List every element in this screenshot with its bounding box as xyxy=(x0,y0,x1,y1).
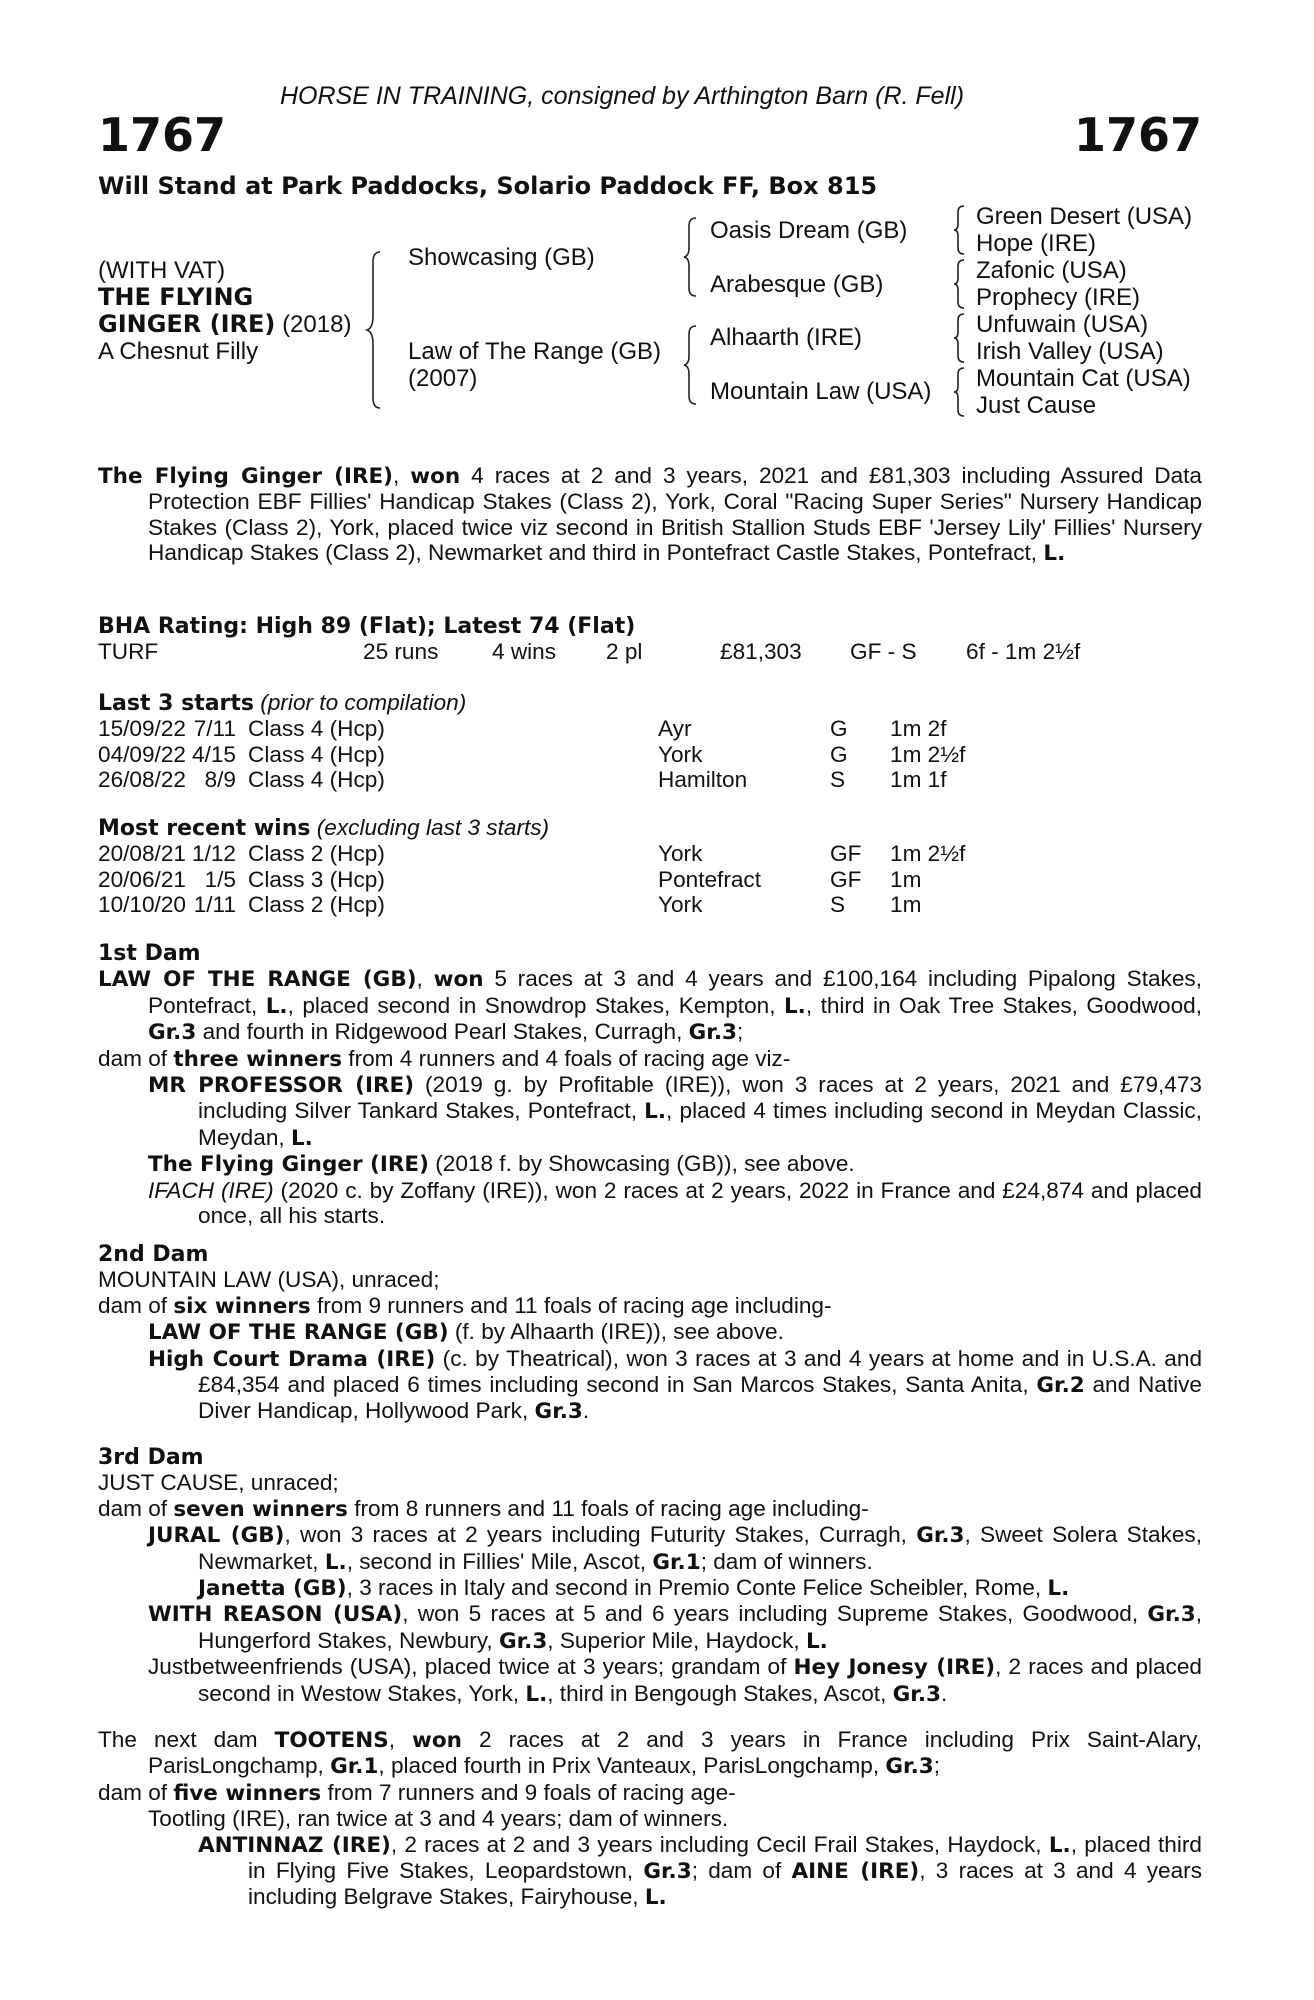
result-cls: Class 3 (Hcp) xyxy=(248,866,385,892)
second-dam: 2nd Dam MOUNTAIN LAW (USA), unraced; dam of six winners from 9 runners and 11 foals of racing age including- LAW OF THE RANGE (GB) (f. by Alhaarth (IRE)), see above. High Court Drama (IRE) (c. by Theatrical), won 3 races at 3 and 4 years at home and in U.S.A. and £84,354 and placed 6 times including second in San Marcos Stakes, Santa Anita, Gr.2 and Native Diver Handicap, Hollywood Park, Gr.3. xyxy=(98,1242,1203,1425)
pedigree-bracket-3 xyxy=(686,324,702,406)
result-cls: Class 2 (Hcp) xyxy=(248,892,385,918)
ddd: Just Cause xyxy=(976,392,1097,419)
dss: Unfuwain (USA) xyxy=(976,311,1149,338)
pedigree-bracket-2 xyxy=(686,216,702,298)
result-cls: Class 4 (Hcp) xyxy=(248,741,385,767)
pedigree-bracket-6 xyxy=(955,312,969,364)
third-dam: 3rd Dam JUST CAUSE, unraced; dam of seven winners from 8 runners and 11 foals of racing age including- JURAL (GB), won 3 races at 2 years including Futurity Stakes, Curragh, Gr.3, Sweet Solera Stakes, Newmarket, L., second in Fillies' Mile, Ascot, Gr.1; dam of winners. Janetta (GB), 3 races in Italy and second in Premio Conte Felice Scheibler, Rome, L. WITH REASON (USA), won 5 races at 5 and 6 years including Supreme Stakes, Goodwood, Gr.3, Hungerford Stakes, Newbury, Gr.3, Superior Mile, Haydock, L. Justbetweenfriends (USA), placed twice at 3 years; grandam of Hey Jonesy (IRE), 2 races and placed second in Westow Stakes, York, L., third in Bengough Stakes, Ascot, Gr.3. xyxy=(98,1445,1202,1707)
dsd: Irish Valley (USA) xyxy=(976,338,1164,365)
dam: Law of The Range (GB) xyxy=(408,338,662,365)
result-pos: 1/12 xyxy=(192,841,236,867)
result-going: S xyxy=(830,767,846,793)
ssd: Hope (IRE) xyxy=(976,230,1097,257)
result-course: Hamilton xyxy=(658,767,748,793)
result-course: Ayr xyxy=(658,716,692,742)
result-pos: 8/9 xyxy=(204,767,236,793)
result-course: York xyxy=(658,741,703,767)
result-dist: 1m xyxy=(890,892,922,918)
rating-section xyxy=(98,614,1202,665)
lot-number-right: 1767 xyxy=(1073,108,1202,162)
horse-name-line1: THE FLYING xyxy=(98,283,254,311)
dam-sire: Alhaarth (IRE) xyxy=(710,324,863,351)
sire-sire: Oasis Dream (GB) xyxy=(710,217,908,244)
race-summary: The Flying Ginger (IRE), won 4 races at 2 and 3 years, 2021 and £81,303 including Assured Data Protection EBF Fillies' Handicap Stakes (Class 2), York, Coral "Racing Super Series" Nursery Handicap Stakes (Class 2), York, placed twice viz second in British Stallion Studs EBF 'Jersey Lily' Fillies' Nursery Handicap Stakes (Class 2), Newmarket and third in Pontefract Castle Stakes, Pontefract, L. xyxy=(98,463,1202,567)
horse-name-line2: GINGER (IRE) (2018) xyxy=(98,310,352,338)
result-row xyxy=(98,716,1202,741)
result-pos: 7/11 xyxy=(193,716,236,742)
rating-stats: TURF 25 runs 4 wins 2 pl £81,303 GF - S 6f - 1m 2½f xyxy=(98,639,1081,665)
pedigree-bracket-7 xyxy=(955,366,969,418)
result-going: S xyxy=(830,892,846,918)
result-going: GF xyxy=(830,841,862,867)
pedigree-bracket-5 xyxy=(955,258,969,310)
sds: Zafonic (USA) xyxy=(976,257,1127,284)
lot-number-left: 1767 xyxy=(98,108,227,162)
result-dist: 1m 1f xyxy=(890,767,947,793)
first-dam: 1st Dam LAW OF THE RANGE (GB), won 5 races at 3 and 4 years and £100,164 including Pipalong Stakes, Pontefract, L., placed second in Snowdrop Stakes, Kempton, L., third in Oak Tree Stakes, Goodwood, Gr.3 and fourth in Ridgewood Pearl Stakes, Curragh, Gr.3; dam of three winners from 4 runners and 4 foals of racing age viz- MR PROFESSOR (IRE) (2019 g. by Profitable (IRE)), won 3 races at 2 years, 2021 and £79,473 including Silver Tankard Stakes, Pontefract, L., placed 4 times including second in Meydan Classic, Meydan, L. The Flying Ginger (IRE) (2018 f. by Showcasing (GB)), see above. IFACH (IRE) (2020 c. by Zoffany (IRE)), won 2 races at 2 years, 2022 in France and £24,874 and placed once, all his starts. xyxy=(98,941,1202,1229)
result-dist: 1m 2f xyxy=(890,716,947,742)
result-pos: 1/11 xyxy=(193,892,236,918)
result-course: Pontefract xyxy=(658,866,761,892)
dds: Mountain Cat (USA) xyxy=(976,365,1191,392)
result-date: 04/09/22 xyxy=(98,741,186,767)
stand-location: Will Stand at Park Paddocks, Solario Paddock FF, Box 815 xyxy=(98,172,878,200)
result-course: York xyxy=(658,892,703,918)
vat-note: (WITH VAT) xyxy=(98,257,226,284)
result-date: 20/06/21 xyxy=(98,866,186,892)
result-date: 26/08/22 xyxy=(98,767,186,793)
result-row xyxy=(98,867,1202,892)
result-dist: 1m xyxy=(890,866,922,892)
result-cls: Class 4 (Hcp) xyxy=(248,767,385,793)
pedigree-bracket-4 xyxy=(955,204,969,256)
pedigree-bracket-1 xyxy=(370,250,390,410)
horse-description: A Chesnut Filly xyxy=(98,338,259,365)
dam-dam: Mountain Law (USA) xyxy=(710,378,932,405)
result-date: 15/09/22 xyxy=(98,716,186,742)
sire-dam: Arabesque (GB) xyxy=(710,271,884,298)
result-dist: 1m 2½f xyxy=(890,741,966,767)
result-pos: 1/5 xyxy=(204,866,236,892)
result-going: G xyxy=(830,741,848,767)
result-row xyxy=(98,892,1202,917)
most-recent-wins: Most recent wins (excluding last 3 starts) 20/08/21 1/12 Class 2 (Hcp) York GF 1m 2½f 20/06/21 1/5 Class 3 (Hcp) Pontefract GF 1m 10/10/20 1/11 Class 2 (Hcp) York S 1m xyxy=(98,815,1202,918)
result-date: 10/10/20 xyxy=(98,892,186,918)
sss: Green Desert (USA) xyxy=(976,203,1193,230)
result-row xyxy=(98,742,1202,767)
result-course: York xyxy=(658,841,703,867)
next-dam: The next dam TOOTENS, won 2 races at 2 and 3 years in France including Prix Saint-Alary, ParisLongchamp, Gr.1, placed fourth in Prix Vanteaux, ParisLongchamp, Gr.3; dam of five winners from 7 runners and 9 foals of racing age- Tootling (IRE), ran twice at 3 and 4 years; dam of winners. ANTINNAZ (IRE), 2 races at 2 and 3 years including Cecil Frail Stakes, Haydock, L., placed third in Flying Five Stakes, Leopardstown, Gr.3; dam of AINE (IRE), 3 races at 3 and 4 years including Belgrave Stakes, Fairyhouse, L. xyxy=(98,1727,1203,1911)
result-dist: 1m 2½f xyxy=(890,841,966,867)
result-row xyxy=(98,767,1202,792)
dam-year: (2007) xyxy=(408,365,478,392)
catalogue-header: HORSE IN TRAINING, consigned by Arthington Barn (R. Fell) xyxy=(280,82,965,110)
sdd: Prophecy (IRE) xyxy=(976,284,1141,311)
result-date: 20/08/21 xyxy=(98,841,186,867)
sire: Showcasing (GB) xyxy=(408,244,595,271)
last-3-starts: Last 3 starts (prior to compilation) 15/09/22 7/11 Class 4 (Hcp) Ayr G 1m 2f 04/09/22 4/15 Class 4 (Hcp) York G 1m 2½f 26/08/22 8/9 Class 4 (Hcp) Hamilton S 1m 1f xyxy=(98,690,1202,793)
result-pos: 4/15 xyxy=(192,741,236,767)
rating-title: BHA Rating: High 89 (Flat); Latest 74 (Flat) xyxy=(98,614,636,639)
result-going: GF xyxy=(830,866,862,892)
result-cls: Class 2 (Hcp) xyxy=(248,841,385,867)
result-going: G xyxy=(830,716,848,742)
result-cls: Class 4 (Hcp) xyxy=(248,716,385,742)
result-row xyxy=(98,841,1202,866)
